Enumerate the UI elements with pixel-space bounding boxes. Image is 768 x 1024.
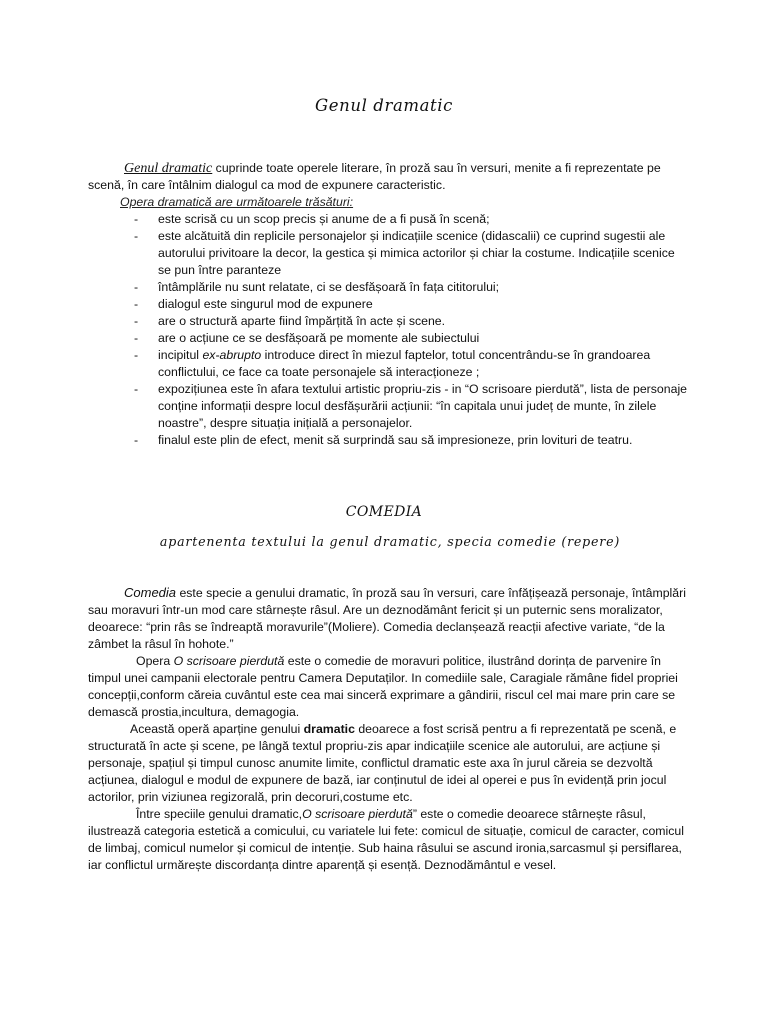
list-dash: - (134, 229, 139, 243)
list-item-text: incipitul (158, 348, 203, 362)
list-item (88, 228, 688, 279)
p3-rest: deoarece a fost scrisă pentru a fi reprezentată pe scenă, e structurată în acte și scene, pe lângă textul propriu-zis apar indicațiile scenice ale autorului, are acțiune și personaje, spațiul și timpul cunosc anumite limite, conflictul dramatic este axa în jurul căreia se dezvoltă acțiunea, dialogul e modul de expunere de bază, iar conținutul de idei al operei e pus în evidență prin jocul actorilor, prin viziunea regizorală, prin decoruri,costume etc. (88, 722, 677, 804)
comedia-paragraph-4 (88, 806, 688, 874)
p2-rest: este o comedie de moravuri politice, ilustrând dorința de parvenire în timpul unei campanii electorale pentru Camera Deputaților. In comediile sale, Caragiale rămâne fidel propriei concepții,conform căreia cuvântul este cea mai sinceră exprimare a gândirii, riscul cel mai mare prin care se demască prostia,incultura, demagogia. (88, 654, 678, 719)
list-item-text: întâmplările nu sunt relatate, ci se desfășoară în fața cititorului; (158, 280, 500, 294)
list-heading: Opera dramatică are următoarele trăsături: (120, 195, 354, 209)
work-title-2: O scrisoare pierdută (302, 807, 413, 821)
list-item-text: este scrisă cu un scop precis și anume de a fi pusă în scenă; (158, 212, 490, 226)
p4-start: Între speciile genului dramatic, (136, 807, 303, 821)
list-item-text: are o structură aparte fiind împărțită în acte și scene. (158, 314, 446, 328)
list-item-text: ex-abrupto (202, 348, 262, 362)
intro-term: Genul dramatic (124, 161, 213, 176)
comedia-definition: este specie a genului dramatic, în proză sau în versuri, care înfățișează personaje, întâmplări sau moravuri într-un mod care stârnește râsul. Are un deznodământ fericit și un puternic sens moralizator, deoarece: “prin râs se îndreaptă moravurile”(Moliere). Comedia declanșează reacții afective variate, “de la zâmbet la râsul în hohote.” (88, 586, 686, 651)
list-item (88, 296, 688, 313)
section-title: COMEDIA (345, 504, 423, 520)
comedia-section (88, 584, 688, 874)
page-title: Genul dramatic (314, 96, 454, 115)
comedia-paragraph-1 (88, 584, 688, 653)
list-item (88, 330, 688, 347)
intro-paragraph (88, 160, 688, 194)
list-item-text: introduce direct în miezul faptelor, totul concentrându-se în grandoarea conflictului, ce face ca toate personajele să interacționeze ; (158, 348, 651, 379)
intro-text: cuprinde toate operele literare, în proză sau în versuri, menite a fi reprezentate pe scenă, în care întâlnim dialogul ca mod de expunere caracteristic. (88, 161, 661, 192)
p4-rest: ” este o comedie deoarece stârnește râsul, ilustrează categoria estetică a comicului, cu variatele lui fete: comicul de situație, comicul de caracter, comicul de limbaj, comicul numelor și comicul de intenție. Sub haina râsului se ascund ironia,sarcasmul și persiflarea, iar conflictul urmărește discordanța dintre aparență și esență. Deznodământul e vesel. (88, 807, 684, 872)
list-dash: - (134, 297, 139, 311)
traits-list (88, 211, 688, 449)
list-item (88, 211, 688, 228)
section-subtitle: apartenenta textului la genul dramatic, specia comedie (repere) (159, 534, 621, 549)
list-item (88, 381, 688, 432)
intro-section (88, 160, 688, 449)
comedia-paragraph-3 (88, 721, 688, 806)
list-item (88, 347, 688, 381)
comedia-paragraph-2 (88, 653, 688, 721)
list-dash: - (134, 382, 139, 396)
list-item-text: are o acțiune ce se desfășoară pe momente ale subiectului (158, 331, 480, 345)
list-dash: - (134, 314, 139, 328)
p2-start: Opera (136, 654, 174, 668)
list-item-text: expozițiunea este în afara textului artistic propriu-zis - in “O scrisoare pierdută”, lista de personaje conține informații despre locul desfășurării acțiunii: “în capitala unui județ de munte, în zilele noastre”, despre situația inițială a personajelor. (158, 382, 688, 430)
list-dash: - (134, 212, 139, 226)
list-dash: - (134, 348, 139, 362)
p3-start: Această operă aparține genului (130, 722, 304, 736)
list-item (88, 432, 688, 449)
work-title: O scrisoare pierdută (173, 654, 285, 668)
list-dash: - (134, 331, 139, 345)
list-item-text: finalul este plin de efect, menit să surprindă sau să impresioneze, prin lovituri de teatru. (158, 433, 633, 447)
list-item (88, 313, 688, 330)
comedia-term: Comedia (124, 585, 177, 600)
list-item (88, 279, 688, 296)
list-item-text: este alcătuită din replicile personajelor și indicațiile scenice (didascalii) ce cuprind sugestii ale autorului privitoare la decor, la gestica și mimica actorilor și chiar la costume. Indicațiile scenice se pun între paranteze (158, 229, 675, 277)
list-dash: - (134, 433, 139, 447)
list-dash: - (134, 280, 139, 294)
list-item-text: dialogul este singurul mod de expunere (158, 297, 373, 311)
p3-bold: dramatic (303, 722, 355, 736)
